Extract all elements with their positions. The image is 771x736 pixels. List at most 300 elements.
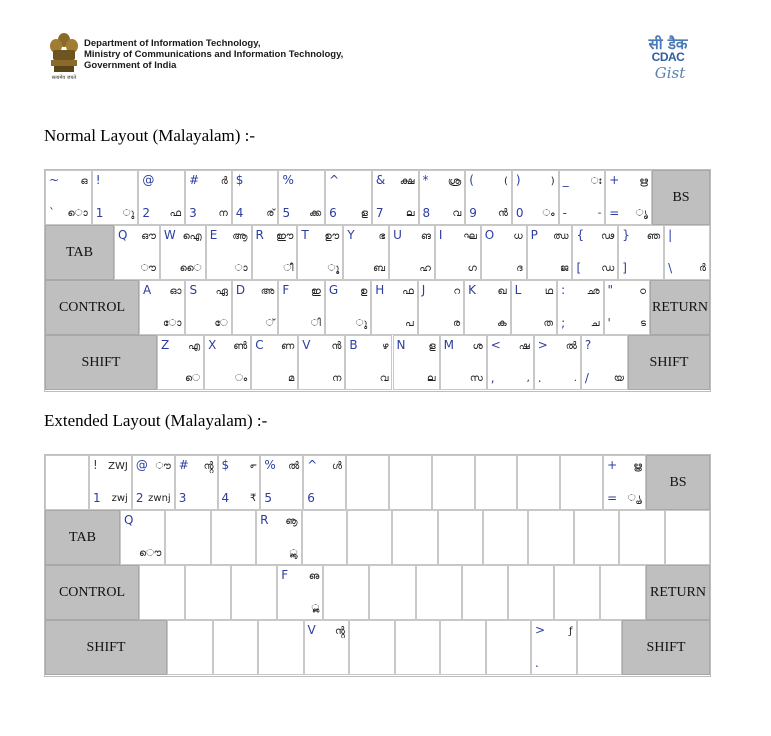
key->[interactable] [531, 620, 577, 675]
key-char-tr: ശ [472, 341, 483, 352]
key-t[interactable] [297, 225, 343, 280]
key-f[interactable] [277, 565, 323, 620]
key-char-bl: , [490, 371, 495, 385]
key-char-tl: R [255, 228, 264, 242]
key-)[interactable] [512, 170, 559, 225]
key-char-tr: ഉ [360, 286, 368, 297]
key-char-bl: = [607, 491, 618, 505]
key-char-tl: R [260, 513, 269, 527]
key-char-bl: ' [607, 316, 611, 330]
key-label: SHIFT [646, 639, 686, 655]
key-char-tl: $ [235, 173, 244, 187]
key-char-tr: ൾ [332, 461, 343, 472]
key-blank[interactable] [517, 455, 560, 510]
key-char-br: , [526, 373, 530, 384]
key-char-tr: ൗ [155, 461, 171, 472]
key-control[interactable] [45, 280, 139, 335]
key-char-br: ക [497, 318, 507, 329]
key-char-tl: Q [118, 228, 128, 242]
key-char-tr: ZWJ [108, 461, 128, 472]
key-blank[interactable] [475, 455, 518, 510]
key-char-bl: 3 [189, 206, 197, 220]
key-char-tr: ഠ [639, 286, 646, 297]
key-g[interactable] [325, 280, 371, 335]
key-char-tl: | [668, 228, 673, 242]
key-^[interactable] [325, 170, 372, 225]
key-char-tr: അ [260, 286, 275, 297]
key-blank[interactable] [213, 620, 259, 675]
key-char-bl: 5 [264, 491, 273, 505]
key-char-tr: ഴ [382, 341, 389, 352]
key-char-bl: = [609, 206, 620, 220]
organization-name [84, 38, 343, 71]
key-i[interactable] [435, 225, 481, 280]
cdac-hindi-text: सी डैक [648, 35, 688, 53]
key-blank[interactable] [302, 510, 347, 565]
key-return[interactable] [650, 280, 710, 335]
key-char-tr: ൽ [565, 341, 577, 352]
key-w[interactable] [160, 225, 206, 280]
key-char-tl: X [208, 338, 217, 352]
key-blank[interactable] [665, 510, 710, 565]
key-char-tr: ഈ [276, 231, 294, 242]
key-_[interactable] [559, 170, 606, 225]
key-char-bl: 9 [469, 206, 477, 220]
key-l[interactable] [511, 280, 557, 335]
key-blank[interactable] [554, 565, 600, 620]
key-blank[interactable] [167, 620, 213, 675]
key-char-br: ൻ [497, 208, 508, 219]
normal-keyboard-row [45, 225, 710, 280]
key-blank[interactable] [483, 510, 528, 565]
key-char-tr: ഋ [639, 176, 648, 187]
key-r[interactable] [256, 510, 301, 565]
key-char-tl: V [307, 623, 316, 637]
key-char-bl: ; [561, 316, 566, 330]
key-char-br: ർ [698, 263, 706, 274]
key-%[interactable] [278, 170, 325, 225]
key-n[interactable] [393, 335, 440, 390]
key-blank[interactable] [438, 510, 483, 565]
key-char-tr: ഭ [378, 231, 386, 242]
key-x[interactable] [204, 335, 251, 390]
extended-keyboard-row [45, 510, 710, 565]
key-char-tl: > [535, 623, 546, 637]
key-%[interactable] [260, 455, 303, 510]
key-blank[interactable] [600, 565, 646, 620]
key-char-bl: 8 [422, 206, 431, 220]
key-char-tl: ~ [49, 173, 60, 187]
key-char-tl: Q [124, 513, 134, 527]
key-v[interactable] [298, 335, 345, 390]
key-char-tl: > [537, 338, 548, 352]
key-return[interactable] [646, 565, 710, 620]
key-q[interactable] [114, 225, 160, 280]
key-char-br: ക്ക [309, 208, 322, 219]
page-header [44, 32, 694, 84]
key-}[interactable] [618, 225, 664, 280]
key-char-br: ൢ [311, 603, 320, 614]
key-char-tl: } [622, 228, 630, 242]
key-char-tl: L [514, 283, 522, 297]
key-char-br: വ [452, 208, 462, 219]
key-~[interactable] [45, 170, 92, 225]
key-char-tl: ! [95, 173, 101, 187]
key-char-br: ാ [234, 263, 248, 274]
key-char-tl: N [396, 338, 406, 352]
emblem-caption: सत्यमेव जयते [51, 75, 77, 81]
key-blank[interactable] [139, 565, 185, 620]
key-char-bl: ] [622, 261, 627, 275]
key-char-bl: 1 [95, 206, 104, 220]
normal-keyboard-row [45, 335, 710, 390]
key-blank[interactable] [462, 565, 508, 620]
cdac-text: CDAC [651, 50, 685, 64]
key-b[interactable] [345, 335, 392, 390]
key-char-bl: 4 [235, 206, 244, 220]
key-:[interactable] [557, 280, 603, 335]
key-char-tr: എ [188, 341, 201, 352]
extended-keyboard-row [45, 565, 710, 620]
normal-layout-title: Normal Layout (Malayalam) :- [44, 126, 256, 145]
key-label: SHIFT [86, 639, 126, 655]
key-char-tr: ഏ [215, 286, 228, 297]
key-char-bl: 4 [221, 491, 230, 505]
key-@[interactable] [138, 170, 185, 225]
key-char-tl: D [235, 283, 246, 297]
key-blank[interactable] [574, 510, 619, 565]
key-+[interactable] [603, 455, 646, 510]
gist-text: Gist [654, 64, 686, 82]
key-char-br: ഡ [601, 263, 615, 274]
key-char-bl: 0 [515, 206, 524, 220]
key-char-bl: [ [576, 261, 582, 275]
key-char-tr: ഇ [311, 286, 321, 297]
extended-layout-title: Extended Layout (Malayalam) :- [44, 411, 268, 430]
key-label: SHIFT [649, 354, 689, 370]
key-char-tl: F [281, 568, 289, 582]
key-char-br: ീ [283, 263, 294, 274]
key-char-tr: ഖ [497, 286, 507, 297]
key-blank[interactable] [231, 565, 277, 620]
key-char-tl: @ [142, 173, 155, 187]
key-char-br: ം [542, 208, 555, 219]
key-char-br: വ [379, 373, 389, 384]
key-tab[interactable] [45, 225, 114, 280]
key-char-tr: ഷ [518, 341, 530, 352]
key-char-tr: ഞ [646, 231, 661, 242]
normal-keyboard-row [45, 170, 710, 225]
key-char-tl: # [189, 173, 200, 187]
key-control[interactable] [45, 565, 139, 620]
key-char-br: യ [613, 373, 624, 384]
key-y[interactable] [343, 225, 389, 280]
key-char-tr: ഘ [463, 231, 477, 242]
key-char-tl: Z [161, 338, 170, 352]
key-j[interactable] [418, 280, 464, 335]
key-tab[interactable] [45, 510, 120, 565]
key-z[interactable] [157, 335, 204, 390]
key-char-tr: ( [504, 176, 508, 187]
key-char-tl: * [422, 173, 429, 187]
key-char-tr: ഐ [182, 231, 202, 242]
key-char-tl: " [607, 283, 614, 297]
key-char-tr: ഢ [600, 231, 615, 242]
key-char-br: േ [214, 318, 228, 329]
key-char-tl: W [163, 228, 176, 242]
key-char-tr: ഝ [553, 231, 569, 242]
key-blank[interactable] [577, 620, 623, 675]
key-blank[interactable] [346, 455, 389, 510]
key-char-tl: E [209, 228, 218, 242]
key-char-br: ര [453, 318, 461, 329]
key-char-tr: ഔ [141, 231, 156, 242]
key-blank[interactable] [211, 510, 256, 565]
key-m[interactable] [440, 335, 487, 390]
key-p[interactable] [527, 225, 573, 280]
key-shift[interactable] [622, 620, 710, 675]
key-char-tr: ൻ്റ [335, 626, 345, 637]
key-label: CONTROL [58, 584, 126, 600]
key-char-tl: P [530, 228, 538, 242]
key-char-tl: C [255, 338, 264, 352]
key-char-tl: + [609, 173, 620, 187]
key-$[interactable] [232, 170, 279, 225]
key-char-br: ോ [163, 318, 182, 329]
key-shift[interactable] [628, 335, 710, 390]
key-char-tl: U [393, 228, 402, 242]
key-char-tr: ൺ [233, 341, 248, 352]
key-blank[interactable] [619, 510, 664, 565]
key-char-tr: ഛ [586, 286, 600, 297]
extended-keyboard-row [45, 620, 710, 675]
key-<[interactable] [487, 335, 534, 390]
key-blank[interactable] [347, 510, 392, 565]
key-char-br: ന [218, 208, 228, 219]
key-char-br: ൃ [635, 208, 648, 219]
org-line-1: Department of Information Technology, [84, 38, 261, 49]
key-r[interactable] [252, 225, 298, 280]
key-![interactable] [89, 455, 132, 510]
key-c[interactable] [251, 335, 298, 390]
key-char-tr: ള [428, 341, 436, 352]
key-blank[interactable] [528, 510, 573, 565]
key-e[interactable] [206, 225, 252, 280]
key-char-tl: $ [221, 458, 230, 472]
key-char-tr: ഒ [80, 176, 88, 187]
key-$[interactable] [218, 455, 261, 510]
key-label: TAB [69, 529, 96, 545]
key-q[interactable] [120, 510, 165, 565]
key-label: SHIFT [81, 354, 121, 370]
key-char-br: ൂ [327, 263, 340, 274]
key-char-bl: ` [49, 206, 55, 220]
key-char-tr: ൻ്റ [203, 461, 214, 472]
key-char-tl: ! [93, 458, 98, 472]
key-char-tl: ) [515, 173, 521, 187]
key-#[interactable] [175, 455, 218, 510]
key->[interactable] [534, 335, 581, 390]
key-char-tr: ) [550, 176, 555, 187]
key-![interactable] [92, 170, 139, 225]
key-char-tr: ർ [220, 176, 228, 187]
key-|[interactable] [664, 225, 710, 280]
key-char-br: ച [590, 318, 600, 329]
key-char-br: ് [265, 318, 275, 329]
key-blank[interactable] [349, 620, 395, 675]
key-blank[interactable] [392, 510, 437, 565]
key-char-tl: O [484, 228, 495, 242]
key-{[interactable] [572, 225, 618, 280]
key-label: BS [669, 474, 687, 490]
key-char-tr: ൠ [633, 461, 642, 472]
key-char-br: - [597, 208, 602, 219]
key-char-tl: V [302, 338, 311, 352]
key-char-tr: ൽ [288, 461, 300, 472]
key-char-tl: ^ [307, 458, 318, 472]
key-+[interactable] [605, 170, 652, 225]
key-blank[interactable] [395, 620, 441, 675]
key-char-tr: റ [453, 286, 461, 297]
key-char-br: ഗ [467, 263, 477, 274]
key-char-br: zwnj [148, 493, 171, 504]
key-char-tl: _ [562, 173, 569, 187]
key-char-br: ല [405, 208, 415, 219]
key-@[interactable] [132, 455, 175, 510]
key-char-bl: 7 [375, 206, 384, 220]
key-char-br: ര് [266, 208, 275, 219]
key-char-tr: ൡ [285, 516, 298, 527]
key-^[interactable] [303, 455, 346, 510]
key-label: RETURN [652, 299, 708, 315]
key-char-br: പ [405, 318, 414, 329]
key-char-tr: ണ [281, 341, 295, 352]
normal-keyboard [44, 169, 711, 392]
key-char-br: ജ [560, 263, 569, 274]
key-blank[interactable] [389, 455, 432, 510]
key-char-tr: ആ [232, 231, 248, 242]
key-char-bl: 6 [307, 491, 315, 505]
key-char-tr: ൻ [331, 341, 342, 352]
key-f[interactable] [278, 280, 324, 335]
key-char-br: ൊ [67, 208, 88, 219]
key-char-br: ഹ [419, 263, 431, 274]
key-char-br: ു [355, 318, 368, 329]
key-char-tr: ഥ [544, 286, 554, 297]
cdac-gist-logo [640, 32, 694, 86]
key-u[interactable] [389, 225, 435, 280]
key-char-tl: J [421, 283, 426, 297]
key-char-br: ം [234, 373, 248, 384]
key-char-br: ദ [516, 263, 523, 274]
key-blank[interactable] [440, 620, 486, 675]
key-h[interactable] [371, 280, 417, 335]
key-?[interactable] [581, 335, 628, 390]
extended-keyboard-row [45, 455, 710, 510]
key-s[interactable] [185, 280, 231, 335]
key-char-tr: ൳ [249, 461, 257, 472]
key-char-tl: ? [584, 338, 592, 352]
key-blank[interactable] [165, 510, 210, 565]
key-"[interactable] [604, 280, 650, 335]
key-label: TAB [66, 244, 93, 260]
key-char-tl: { [576, 228, 585, 242]
key-a[interactable] [139, 280, 185, 335]
key-&[interactable] [372, 170, 419, 225]
key-shift[interactable] [45, 620, 167, 675]
key-bs[interactable] [652, 170, 710, 225]
key-char-bl: / [584, 371, 589, 385]
key-char-tl: K [468, 283, 477, 297]
key-char-tr: ങ [420, 231, 431, 242]
key-char-tr: ƒ [568, 626, 573, 637]
key-blank[interactable] [185, 565, 231, 620]
key-char-br: zwj [111, 493, 128, 504]
key-o[interactable] [481, 225, 527, 280]
key-label: CONTROL [58, 299, 126, 315]
key-v[interactable] [304, 620, 350, 675]
key-char-tl: B [349, 338, 358, 352]
key-char-br: ൗ [140, 263, 156, 274]
key-k[interactable] [464, 280, 510, 335]
extended-keyboard [44, 454, 711, 677]
key-*[interactable] [419, 170, 466, 225]
key-blank[interactable] [258, 620, 304, 675]
key-char-tl: % [264, 458, 276, 472]
key-#[interactable] [185, 170, 232, 225]
key-char-br: ₹ [250, 493, 257, 504]
key-char-tl: M [443, 338, 454, 352]
key-d[interactable] [232, 280, 278, 335]
key-char-br: െ [184, 373, 201, 384]
key-blank[interactable] [45, 455, 89, 510]
key-char-bl: \ [668, 261, 673, 275]
key-blank[interactable] [323, 565, 369, 620]
key-blank[interactable] [369, 565, 415, 620]
org-line-3: Government of India [84, 60, 177, 71]
key-char-tl: < [490, 338, 501, 352]
key-shift[interactable] [45, 335, 157, 390]
key-bs[interactable] [646, 455, 710, 510]
key-label: BS [672, 189, 690, 205]
key-char-tr: ക്ഷ [399, 176, 415, 187]
key-char-br: ു [122, 208, 135, 219]
key-char-bl: 6 [329, 206, 337, 220]
key-char-br: സ [469, 373, 483, 384]
key-char-tr: ഓ [169, 286, 182, 297]
key-char-bl: . [537, 371, 542, 385]
key-blank[interactable] [560, 455, 603, 510]
key-char-br: ബ [373, 263, 386, 274]
key-blank[interactable] [486, 620, 532, 675]
key-char-tl: F [282, 283, 290, 297]
key-label: RETURN [650, 584, 706, 600]
key-char-tl: : [561, 283, 566, 297]
key-char-br: ഫ [169, 208, 182, 219]
key-char-br: . [573, 373, 577, 384]
key-([interactable] [465, 170, 512, 225]
key-char-bl: - [562, 206, 567, 220]
key-char-tl: Y [347, 228, 355, 242]
key-char-bl: . [535, 656, 539, 670]
key-blank[interactable] [416, 565, 462, 620]
key-char-br: മ [288, 373, 295, 384]
key-blank[interactable] [432, 455, 475, 510]
key-char-bl: 5 [282, 206, 291, 220]
key-char-br: ട [640, 318, 646, 329]
key-blank[interactable] [508, 565, 554, 620]
key-char-bl: 3 [178, 491, 187, 505]
